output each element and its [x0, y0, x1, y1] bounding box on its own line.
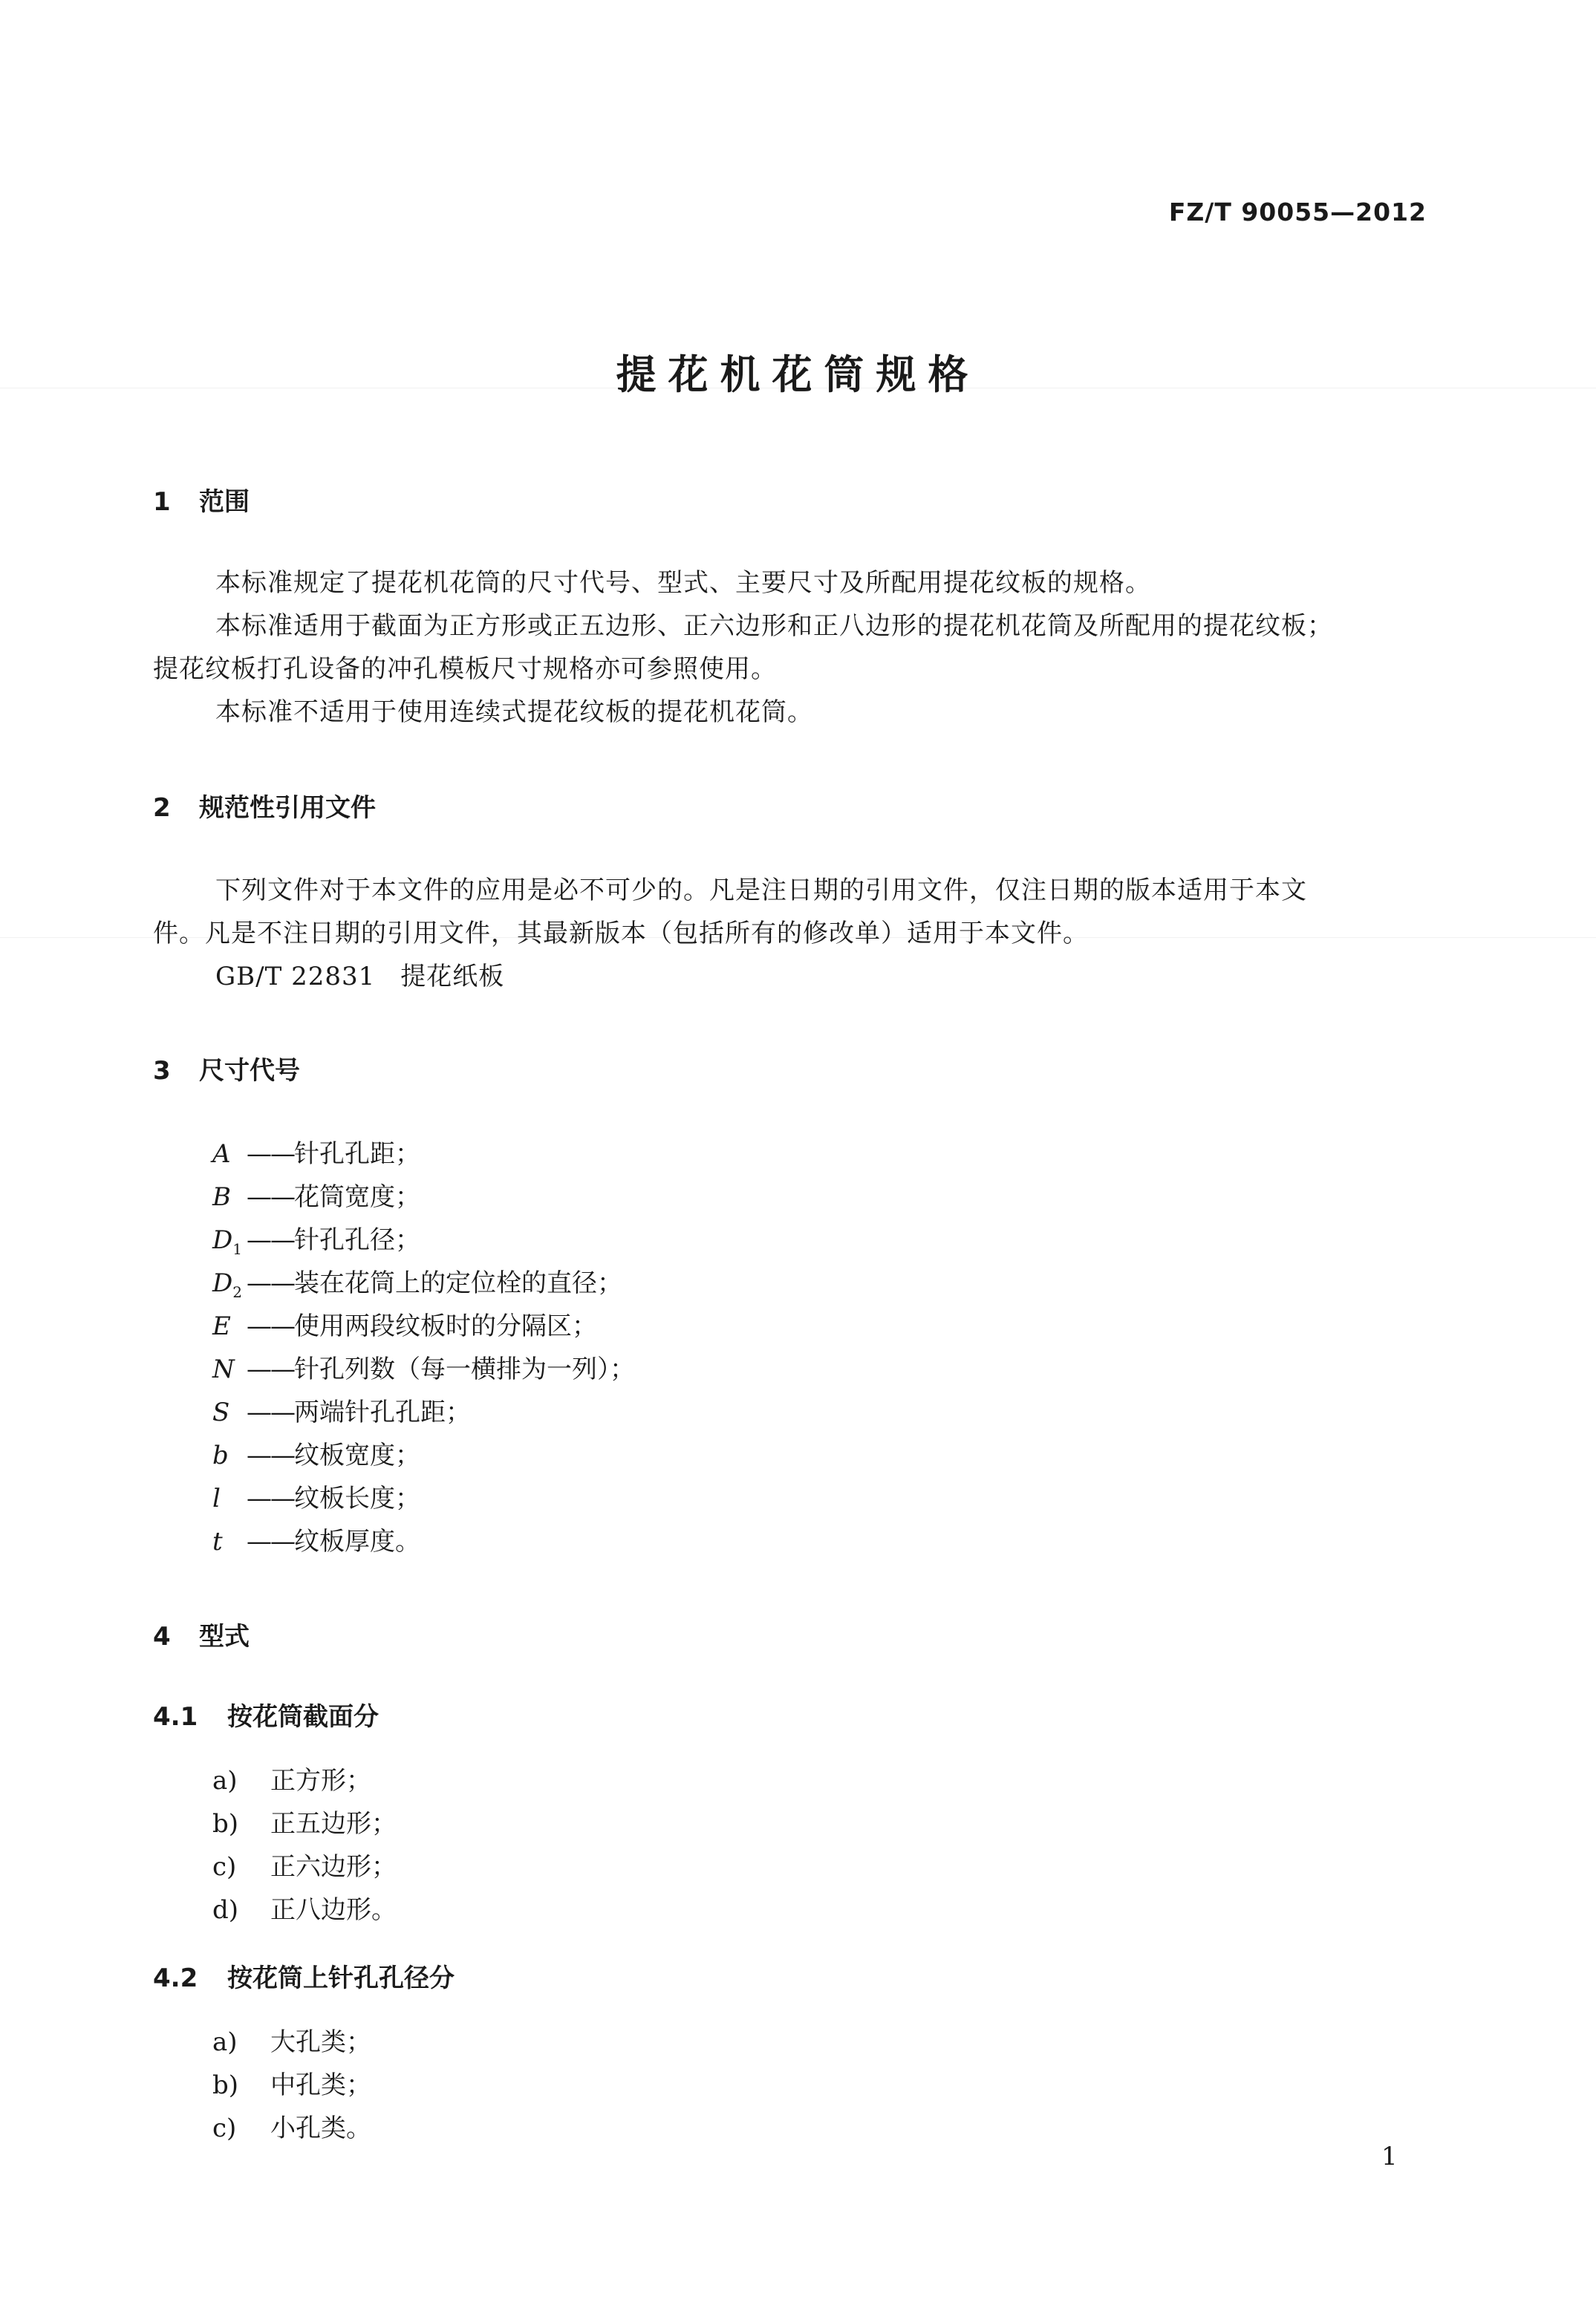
dash: ——: [247, 1484, 294, 1513]
scope-paragraph-3: 本标准不适用于使用连续式提花纹板的提花机花筒。: [215, 697, 813, 727]
references-paragraph-line-1: 下列文件对于本文件的应用是必不可少的。凡是注日期的引用文件，仅注日期的版本适用于本文: [215, 876, 1307, 905]
list-marker: b): [212, 1809, 239, 1839]
symbol-row: [212, 1306, 597, 1344]
list-item: [212, 1889, 397, 1926]
dash: ——: [247, 1527, 294, 1557]
list-item: [212, 1760, 371, 1796]
symbol: t: [212, 1527, 223, 1557]
symbol-definition: 纹板宽度；: [294, 1441, 420, 1470]
list-text: 正五边形；: [270, 1809, 397, 1839]
symbol-definition: 两端针孔孔距；: [294, 1398, 471, 1427]
list-marker: b): [212, 2070, 239, 2100]
reference-code: GB/T 22831: [215, 962, 376, 991]
symbol-definition: 使用两段纹板时的分隔区；: [294, 1311, 597, 1341]
symbol-definition: 纹板长度；: [294, 1484, 420, 1513]
symbol-definition: 针孔孔距；: [294, 1139, 420, 1169]
dash: ——: [247, 1225, 294, 1255]
list-text: 正方形；: [270, 1766, 371, 1796]
dash: ——: [247, 1139, 294, 1169]
section-number: 2: [153, 793, 171, 823]
list-text: 正八边形。: [270, 1895, 397, 1925]
list-item: [212, 2021, 371, 2058]
symbol-row: [212, 1133, 420, 1172]
dash: ——: [247, 1311, 294, 1341]
symbol: E: [212, 1311, 231, 1341]
references-paragraph-line-2: 件。凡是不注日期的引用文件，其最新版本（包括所有的修改单）适用于本文件。: [153, 919, 1089, 948]
subsection-heading-by-hole: [153, 1958, 455, 1994]
subsection-number: 4.1: [153, 1702, 198, 1732]
list-text: 大孔类；: [270, 2027, 371, 2057]
symbol: b: [212, 1441, 229, 1470]
document-title: 提花机花筒规格: [616, 351, 980, 398]
symbol-row: [212, 1392, 471, 1430]
symbol-row: [212, 1349, 635, 1387]
list-text: 小孔类。: [270, 2113, 371, 2143]
list-text: 中孔类；: [270, 2070, 371, 2100]
section-number: 1: [153, 487, 171, 517]
section-title: 规范性引用文件: [199, 793, 376, 823]
list-marker: d): [212, 1895, 239, 1925]
section-heading-references: [153, 787, 376, 824]
symbol-row: [212, 1521, 420, 1559]
subsection-title: 按花筒上针孔孔径分: [227, 1963, 455, 1993]
list-marker: a): [212, 1766, 238, 1796]
scope-paragraph-2-line-1: 本标准适用于截面为正方形或正五边形、正六边形和正八边形的提花机花筒及所配用的提花纹板；: [215, 611, 1333, 641]
list-marker: c): [212, 2113, 237, 2143]
symbol-row: [212, 1219, 420, 1258]
symbol-definition: 花筒宽度；: [294, 1182, 420, 1212]
symbol-row: [212, 1176, 420, 1215]
list-item: [212, 2064, 371, 2101]
reference-title: 提花纸板: [400, 962, 505, 991]
section-number: 4: [153, 1622, 171, 1652]
standard-number: FZ/T 90055—2012: [1168, 198, 1427, 226]
list-item: [212, 1803, 397, 1839]
scope-paragraph-2-line-2: 提花纹板打孔设备的冲孔模板尺寸规格亦可参照使用。: [153, 654, 777, 684]
symbol: l: [212, 1484, 221, 1513]
subsection-number: 4.2: [153, 1963, 198, 1993]
dash: ——: [247, 1182, 294, 1212]
section-heading-scope: [153, 481, 250, 518]
dash: ——: [247, 1398, 294, 1427]
list-marker: c): [212, 1852, 237, 1882]
symbol: A: [212, 1139, 231, 1169]
list-text: 正六边形；: [270, 1852, 397, 1882]
symbol: N: [212, 1355, 235, 1384]
page-number: 1: [1381, 2142, 1398, 2171]
section-title: 范围: [199, 487, 250, 517]
dash: ——: [247, 1268, 294, 1298]
section-title: 型式: [199, 1622, 250, 1652]
subsection-title: 按花筒截面分: [227, 1702, 379, 1732]
list-item: [212, 2108, 371, 2144]
scope-paragraph-1: 本标准规定了提花机花筒的尺寸代号、型式、主要尺寸及所配用提花纹板的规格。: [215, 568, 1151, 598]
list-item: [212, 1846, 397, 1883]
symbol: B: [212, 1182, 231, 1212]
subsection-heading-by-section: [153, 1696, 379, 1733]
section-number: 3: [153, 1056, 171, 1086]
symbol: S: [212, 1398, 230, 1427]
list-marker: a): [212, 2027, 238, 2057]
section-heading-types: [153, 1616, 250, 1652]
symbol-row: [212, 1262, 622, 1301]
symbol-definition: 装在花筒上的定位栓的直径；: [294, 1268, 622, 1298]
symbol: $D_2$: [212, 1268, 242, 1301]
symbol: $D_1$: [212, 1225, 242, 1258]
symbol-definition: 纹板厚度。: [294, 1527, 420, 1557]
symbol-row: [212, 1478, 420, 1516]
dash: ——: [247, 1355, 294, 1384]
dash: ——: [247, 1441, 294, 1470]
section-heading-symbols: [153, 1050, 300, 1086]
normative-reference: [215, 955, 504, 998]
symbol-definition: 针孔列数（每一横排为一列）；: [294, 1355, 635, 1384]
section-title: 尺寸代号: [199, 1056, 300, 1086]
symbol-row: [212, 1435, 420, 1473]
symbol-definition: 针孔孔径；: [294, 1225, 420, 1255]
